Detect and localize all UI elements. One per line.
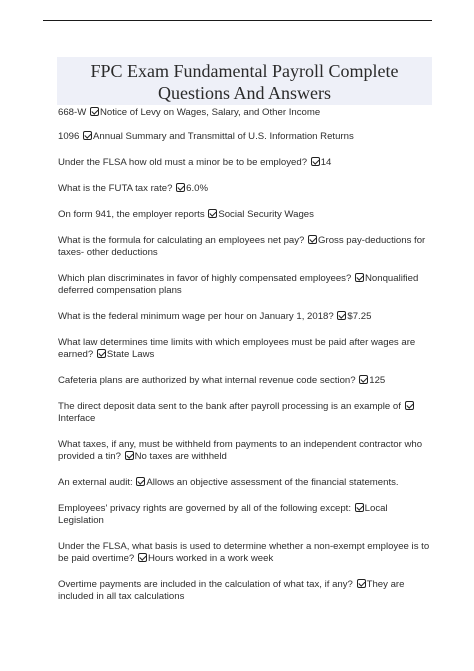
question-text: Which plan discriminates in favor of highly compensated employees? [58,273,352,284]
checkmark-icon [355,503,364,512]
question-text: Employees' privacy rights are governed by all of the following except: [58,503,351,514]
question-text: What is the federal minimum wage per hour on January 1, 2018? [58,311,334,322]
qa-item [58,541,432,565]
answer-text: 125 [369,375,386,386]
qa-item [58,401,432,425]
answer-text: 6.0% [186,183,209,194]
answer-text: Local Legislation [58,503,388,526]
checkmark-icon [359,375,368,384]
question-text: Cafeteria plans are authorized by what internal revenue code section? [58,375,356,386]
checkmark-icon [337,311,346,320]
answer-text: Gross pay-deductions for taxes- other deductions [58,235,426,258]
checkmark-icon [125,451,134,460]
answer-text: Social Security Wages [218,209,314,220]
question-text: Under the FLSA how old must a minor be to be employed? [58,157,308,168]
title-line-1: FPC Exam Fundamental Payroll Complete [90,61,399,81]
checkmark-icon [136,477,145,486]
question-text: 668-W [58,107,87,118]
answer-text: Allows an objective assessment of the financial statements. [146,477,399,488]
answer-text: Interface [58,413,96,424]
title-line-2: Questions And Answers [157,83,331,103]
checkmark-icon [97,349,106,358]
qa-item [58,579,432,603]
answer-text: State Laws [106,349,155,360]
qa-item [58,107,432,119]
question-text: The direct deposit data sent to the bank after payroll processing is an example of [58,401,401,412]
checkmark-icon [311,157,320,166]
qa-item [58,503,432,527]
question-text: On form 941, the employer reports [58,209,205,220]
checkmark-icon [208,209,217,218]
answer-text: Hours worked in a work week [147,553,274,564]
question-text: What is the formula for calculating an employees net pay? [58,235,305,246]
checkmark-icon [405,401,414,410]
question-text: An external audit: [58,477,133,488]
top-rule [43,20,432,21]
checkmark-icon [308,235,317,244]
checkmark-icon [90,107,99,116]
answer-text: No taxes are withheld [134,451,227,462]
qa-item [58,439,432,463]
qa-item [58,235,432,259]
checkmark-icon [83,131,92,140]
qa-item [58,131,432,143]
qa-item [58,375,432,387]
question-text: What law determines time limits with which employees must be paid after wages are earned? [58,337,416,360]
qa-item [58,337,432,361]
qa-item [58,311,432,323]
qa-item [58,477,432,489]
question-text: What taxes, if any, must be withheld from payments to an independent contractor who provided a tin? [58,439,423,462]
answer-text: $7.25 [347,311,372,322]
question-text: Under the FLSA, what basis is used to determine whether a non-exempt employee is to be paid overtime? [58,541,430,564]
answer-text: Notice of Levy on Wages, Salary, and Other Income [99,107,321,118]
answer-text: Nonqualified deferred compensation plans [58,273,419,296]
question-text: What is the FUTA tax rate? [58,183,173,194]
question-text: Overtime payments are included in the calculation of what tax, if any? [58,579,353,590]
answer-text: 14 [320,157,332,168]
page-title [57,60,432,104]
checkmark-icon [355,273,364,282]
checkmark-icon [176,183,185,192]
checkmark-icon [357,579,366,588]
qa-item [58,183,432,195]
qa-list [58,107,432,617]
qa-item [58,209,432,221]
answer-text: Annual Summary and Transmittal of U.S. Information Returns [93,131,354,142]
checkmark-icon [138,553,147,562]
question-text: 1096 [58,131,80,142]
qa-item [58,157,432,169]
qa-item [58,273,432,297]
answer-text: They are included in all tax calculations [58,579,405,602]
